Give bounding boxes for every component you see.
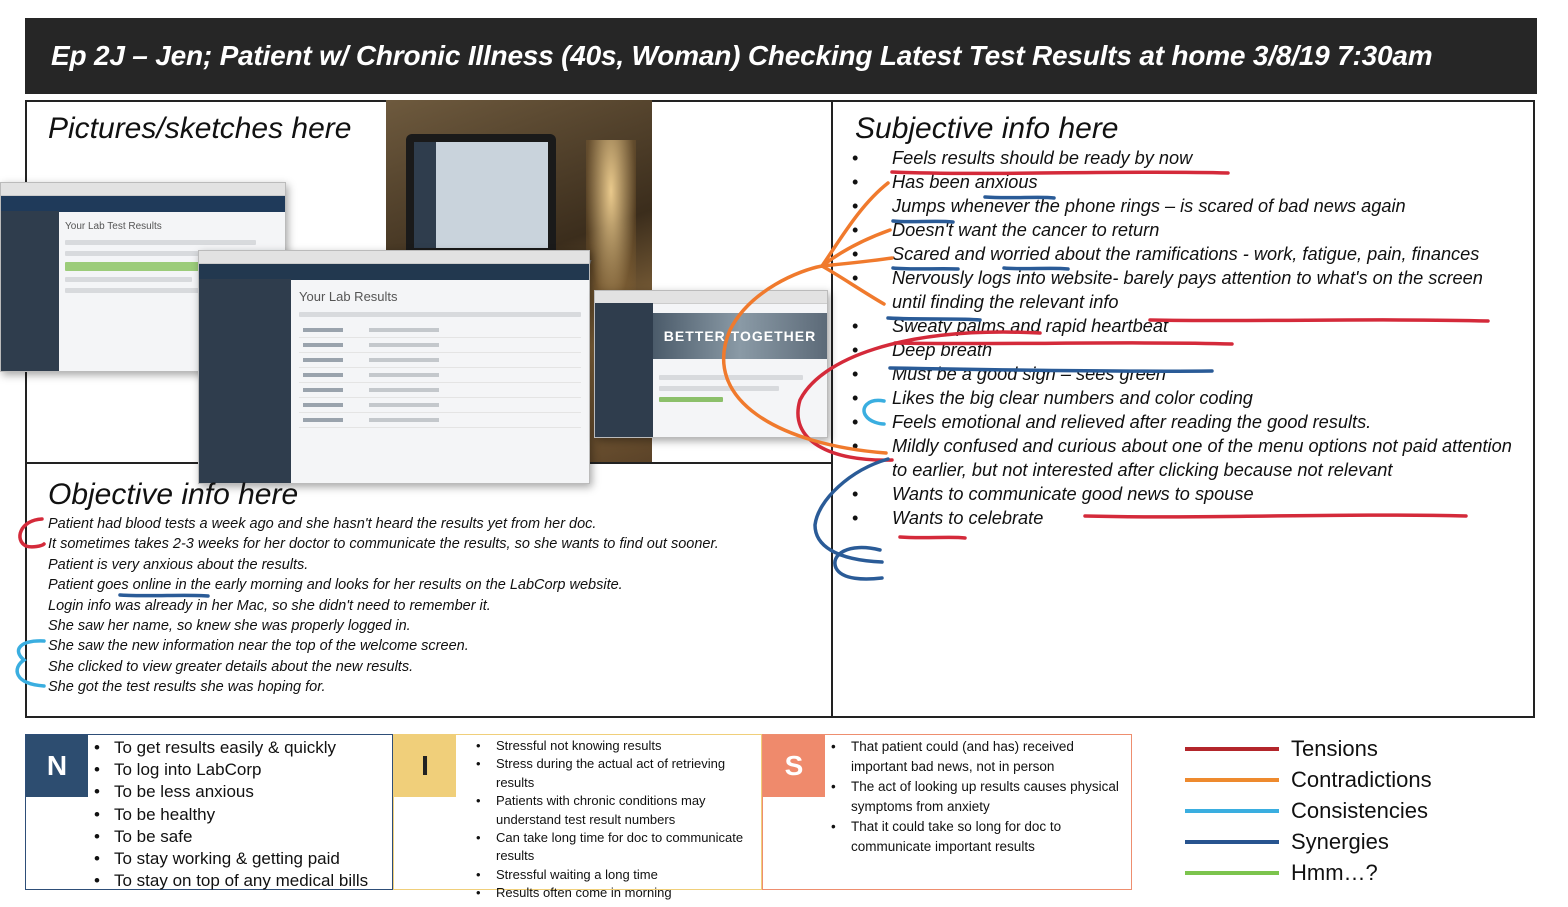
subjective-item: • Sweaty palms and rapid heartbeat [852,314,1512,338]
synergy-underline [893,268,958,269]
objective-title: Objective info here [48,478,299,511]
synergy-underline [893,221,953,222]
objective-line: She saw the new information near the top of the welcome screen. [48,638,469,655]
mock-heading: Your Lab Test Results [65,221,162,232]
needs-item: • To stay working & getting paid [92,848,386,870]
surprises-item: • That patient could (and has) received important bad news, not in person [829,737,1125,777]
surprises-item: • That it could take so long for doc to communicate important results [829,817,1125,857]
legend-tensions [1185,736,1378,762]
needs-badge: N [26,735,88,797]
insights-item: • Stressful not knowing results [474,737,755,755]
subjective-item: • Feels results should be ready by now [852,146,1512,170]
contradiction-arrow [822,266,884,304]
needs-panel [25,734,393,890]
insights-item: • Results often come in morning [474,884,755,902]
insights-list [474,737,755,903]
synergy-underline [1004,268,1068,269]
synergy-bracket [815,459,888,562]
objective-line: She got the test results she was hoping for. [48,679,326,696]
tension-underline [895,343,1232,344]
objective-line: Patient is very anxious about the results. [48,556,309,573]
needs-item: • To log into LabCorp [92,759,386,781]
subjective-item: • Wants to celebrate [852,506,1512,530]
synergy-underline [985,197,1054,198]
legend-swatch [1185,747,1279,751]
legend-swatch [1185,840,1279,844]
needs-item: • To be less anxious [92,781,386,803]
subjective-item: • Must be a good sign – sees green [852,362,1512,386]
legend-label: Synergies [1291,829,1389,854]
subjective-item: • Doesn't want the cancer to return [852,218,1512,242]
legend-label: Contradictions [1291,767,1432,792]
needs-item: • To get results easily & quickly [92,737,386,759]
subjective-item: • Scared and worried about the ramifications - work, fatigue, pain, finances [852,242,1512,266]
legend-swatch [1185,778,1279,782]
synergy-underline [888,318,980,320]
needs-item: • To stay on top of any medical bills [92,870,386,892]
subjective-item: • Deep breath [852,338,1512,362]
needs-item: • To be safe [92,826,386,848]
subjective-item: • Wants to communicate good news to spouse [852,482,1512,506]
synergy-underline [120,595,208,596]
subjective-item: • Nervously logs into website- barely pays attention to what's on the screen until finding the relevant info [852,266,1512,314]
subjective-item: • Has been anxious [852,170,1512,194]
objective-line: It sometimes takes 2-3 weeks for her doctor to communicate the results, so she wants to find out sooner. [48,536,719,553]
needs-item: • To be healthy [92,804,386,826]
pictures-title: Pictures/sketches here [48,112,352,145]
legend-label: Tensions [1291,736,1378,761]
legend-label: Hmm…? [1291,860,1378,885]
episode-title: Ep 2J – Jen; Patient w/ Chronic Illness (40s, Woman) Checking Latest Test Results at home 3/8/19 7:30am [51,40,1433,71]
subjective-item: • Feels emotional and relieved after reading the good results. [852,410,1512,434]
surprises-list [829,737,1125,857]
tension-bracket [798,332,1040,460]
mock-heading: Your Lab Results [299,289,398,304]
tension-underline [900,537,965,538]
objective-line: Login info was already in her Mac, so she didn't need to remember it. [48,597,491,614]
insights-item: • Stress during the actual act of retrieving results [474,755,755,792]
legend-contradictions [1185,767,1432,793]
objective-line: She saw her name, so knew she was properly logged in. [48,618,411,635]
tension-bracket [20,519,44,547]
objective-line: Patient goes online in the early morning and looks for her results on the LabCorp website. [48,577,623,594]
insights-badge: I [394,735,456,797]
insights-item: • Patients with chronic conditions may understand test result numbers [474,792,755,829]
objective-line: Patient had blood tests a week ago and she hasn't heard the results yet from her doc. [48,516,597,532]
legend-synergies [1185,829,1389,855]
objective-line: She clicked to view greater details about the new results. [48,658,414,675]
legend-consistencies [1185,798,1428,824]
legend-swatch [1185,871,1279,875]
tension-underline [1085,515,1466,517]
insights-panel [393,734,762,901]
consistency-bracket [864,400,884,424]
contradiction-arrow [822,183,888,266]
surprises-badge: S [763,735,825,797]
contradiction-arrow [724,266,886,453]
subjective-item: • Jumps whenever the phone rings – is scared of bad news again [852,194,1512,218]
insights-item: • Can take long time for doc to communicate results [474,829,755,866]
legend-hmm [1185,860,1378,886]
tension-underline [892,172,1228,173]
synergy-underline [890,368,1212,371]
tension-underline [1150,320,1488,321]
consistency-bracket [17,641,44,686]
needs-list [92,737,386,892]
surprises-item: • The act of looking up results causes physical symptoms from anxiety [829,777,1125,817]
welcome-banner: BETTER TOGETHER [653,313,827,359]
legend-swatch [1185,809,1279,813]
subjective-item: • Likes the big clear numbers and color coding [852,386,1512,410]
legend-label: Consistencies [1291,798,1428,823]
subjective-item: • Mildly confused and curious about one of the menu options not paid attention to earlier, but not interested after clicking because not relevant [852,434,1512,482]
insights-item: • Stressful waiting a long time [474,866,755,884]
surprises-panel [762,734,1132,890]
subjective-title: Subjective info here [855,112,1119,145]
